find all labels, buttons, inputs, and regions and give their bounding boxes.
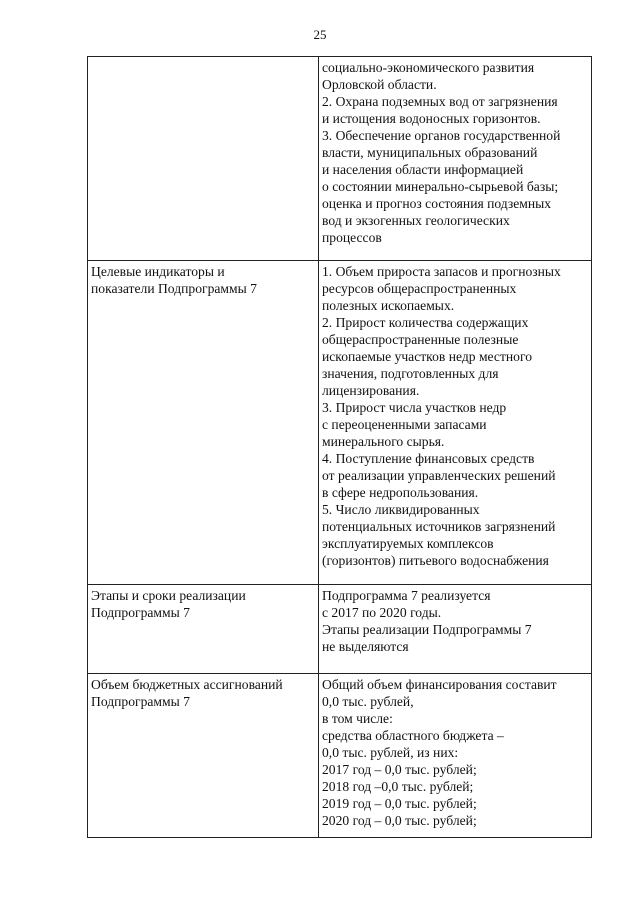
text-line: 2018 год –0,0 тыс. рублей;: [322, 779, 474, 794]
text-line: 5. Число ликвидированных: [322, 502, 480, 517]
text-line: минерального сырья.: [322, 434, 445, 449]
table-row: [88, 585, 592, 674]
text-line: Подпрограммы 7: [91, 694, 190, 709]
text-line: с переоцененными запасами: [322, 417, 487, 432]
text-line: 4. Поступление финансовых средств: [322, 451, 535, 466]
row-content: [319, 57, 592, 261]
page-number: 25: [313, 27, 327, 42]
text-line: и населения области информацией: [322, 162, 524, 177]
text-line: общераспространенные полезные: [322, 332, 519, 347]
text-line: 2019 год – 0,0 тыс. рублей;: [322, 796, 477, 811]
table-row: [88, 57, 592, 261]
passport-table: [87, 56, 592, 838]
text-line: социально-экономического развития: [322, 60, 535, 75]
text-line: не выделяются: [322, 639, 409, 654]
text-line: Орловской области.: [322, 77, 437, 92]
text-line: от реализации управленческих решений: [322, 468, 556, 483]
text-line: 3. Обеспечение органов государственной: [322, 128, 561, 143]
text-line: Этапы реализации Подпрограммы 7: [322, 622, 532, 637]
text-line: вод и экзогенных геологических: [322, 213, 510, 228]
text-line: в сфере недропользования.: [322, 485, 479, 500]
row-content: [319, 585, 592, 674]
row-label: [88, 57, 319, 261]
text-line: Объем бюджетных ассигнований: [91, 677, 283, 692]
text-line: потенциальных источников загрязнений: [322, 519, 556, 534]
text-line: (горизонтов) питьевого водоснабжения: [322, 553, 549, 568]
text-line: с 2017 по 2020 годы.: [322, 605, 442, 620]
text-line: в том числе:: [322, 711, 393, 726]
text-line: 0,0 тыс. рублей, из них:: [322, 745, 459, 760]
text-line: показатели Подпрограммы 7: [91, 281, 257, 296]
text-line: ископаемые участков недр местного: [322, 349, 532, 364]
row-content: [319, 674, 592, 838]
text-line: Целевые индикаторы и: [91, 264, 225, 279]
table-row: [88, 674, 592, 838]
text-line: 0,0 тыс. рублей,: [322, 694, 414, 709]
text-line: эксплуатируемых комплексов: [322, 536, 494, 551]
text-line: лицензирования.: [322, 383, 420, 398]
text-line: 1. Объем прироста запасов и прогнозных: [322, 264, 561, 279]
text-line: и истощения водоносных горизонтов.: [322, 111, 541, 126]
text-line: оценка и прогноз состояния подземных: [322, 196, 552, 211]
text-line: полезных ископаемых.: [322, 298, 455, 313]
text-line: власти, муниципальных образований: [322, 145, 538, 160]
text-line: Подпрограммы 7: [91, 605, 190, 620]
text-line: 2020 год – 0,0 тыс. рублей;: [322, 813, 477, 828]
text-line: процессов: [322, 230, 382, 245]
row-content: [319, 261, 592, 585]
text-line: 3. Прирост числа участков недр: [322, 400, 507, 415]
text-line: Этапы и сроки реализации: [91, 588, 246, 603]
text-line: 2. Охрана подземных вод от загрязнения: [322, 94, 558, 109]
text-line: значения, подготовленных для: [322, 366, 499, 381]
text-line: ресурсов общераспространенных: [322, 281, 517, 296]
text-line: средства областного бюджета –: [322, 728, 504, 743]
text-line: 2017 год – 0,0 тыс. рублей;: [322, 762, 477, 777]
text-line: Подпрограмма 7 реализуется: [322, 588, 491, 603]
text-line: 2. Прирост количества содержащих: [322, 315, 529, 330]
row-label: [88, 585, 319, 674]
row-label: [88, 261, 319, 585]
table-row: [88, 261, 592, 585]
text-line: о состоянии минерально-сырьевой базы;: [322, 179, 559, 194]
text-line: Общий объем финансирования составит: [322, 677, 557, 692]
row-label: [88, 674, 319, 838]
